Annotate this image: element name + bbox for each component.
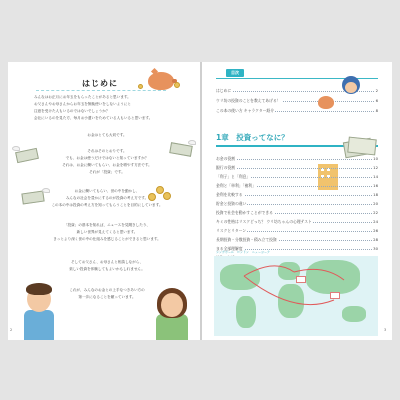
world-map	[214, 256, 378, 336]
text-line: 「投資」の基本を知れば、ニュースを見聞きしたり、	[63, 223, 151, 227]
toc-item-label: リスクとリターン	[216, 228, 247, 233]
toc-item-label: 「利子」と「利息」	[216, 174, 251, 179]
toc-item-label: お金の役割	[216, 156, 235, 161]
route-line	[244, 266, 294, 276]
toc-item[interactable]	[216, 106, 378, 114]
toc-item[interactable]	[216, 226, 378, 234]
toc-item-page: 24	[373, 219, 378, 224]
heading-divider	[36, 90, 166, 91]
coin-icon	[138, 84, 143, 89]
chapter-title: 1章 投資ってなに？	[216, 133, 289, 142]
text-line: 新しい世界が見えてくると思います。	[76, 230, 138, 234]
toc-item-label: 貯金と投資の違い	[216, 201, 247, 206]
toc-item-page: 22	[373, 210, 378, 215]
text-line: 楽しい投資を体験してもよいかもしれません。	[69, 267, 145, 271]
text-line: お金に働いてもらい、世の中を動かし、	[74, 189, 140, 193]
toc-item[interactable]	[216, 199, 378, 207]
toc-item-label: ウリ坊の投資のことを教えてあげる！	[216, 98, 281, 103]
toc-item-label: まる全部理解度	[216, 246, 243, 251]
route-lines	[214, 256, 378, 336]
toc-item-page: 12	[373, 165, 378, 170]
wing-icon	[12, 146, 20, 151]
toc-item-label: 金利と「単利」「複利」	[216, 183, 256, 188]
toc-item-page: 30	[373, 246, 378, 251]
toc-item-page: 8	[375, 108, 378, 113]
right-page	[202, 62, 392, 340]
toc-item-page: 16	[373, 183, 378, 188]
text-line: 注意を受けた人もいるのではないでしょうか？	[34, 109, 110, 113]
toc-item-page: 26	[373, 228, 378, 233]
text-line: この本の中は投資の考え方を知ってもらうことを目的にしています。	[51, 203, 163, 207]
boy-hair	[26, 283, 52, 295]
toc-item[interactable]	[216, 217, 378, 225]
toc-item-page: 20	[373, 201, 378, 206]
intro-paragraph-5	[34, 222, 180, 243]
toc-item-label: この本の使い方 キャラクター紹介	[216, 108, 275, 113]
text-line: それはそのとおりです。	[87, 149, 127, 153]
toc-item[interactable]	[216, 208, 378, 216]
coin-icon	[174, 82, 180, 88]
toc-badge: 目次	[226, 69, 244, 77]
toc-item[interactable]	[216, 96, 378, 104]
text-line: これが、みんなのお金との上手なつきあい方の	[69, 288, 145, 292]
text-line: 会社にいるのを見た方、毎月お小遣いをためている人もいると思います。	[34, 116, 153, 120]
intro-paragraph-1	[34, 94, 180, 122]
toc-item-page: 14	[373, 174, 378, 179]
text-line: みんなはお正月にお年玉をもらったことがあると思います。	[34, 95, 131, 99]
text-line: それは、お金に働いてもらい、お金を増やす方法です。	[62, 163, 152, 167]
map-money-icon	[330, 292, 340, 299]
toc-item[interactable]	[216, 181, 378, 189]
toc-item-label: 長期投資・分散投資・積み立て投資	[216, 237, 277, 242]
toc-item-page: 18	[373, 192, 378, 197]
toc-item[interactable]	[216, 235, 378, 243]
toc-item-page: 28	[373, 237, 378, 242]
banknote	[347, 137, 377, 156]
character-avatar-boy	[342, 76, 360, 94]
girl-face	[161, 293, 183, 317]
text-line: きっとより深く世の中の仕組みを感じることができると思います。	[53, 237, 161, 241]
toc-leader	[216, 168, 378, 169]
text-line: みんなの社会を豊かにするのが投資の考え方です。	[65, 196, 149, 200]
text-line: お金はとても大切です。	[87, 133, 127, 137]
toc-item-label: 投資で社会を動かすことができる	[216, 210, 273, 215]
page-number: 2	[10, 328, 13, 332]
toc-item-label: 金利を比較する	[216, 192, 243, 197]
toc-item[interactable]	[216, 190, 378, 198]
intro-paragraph-3	[34, 148, 180, 176]
map-caption: シンガポール ロンドン ニューヨーク	[216, 250, 270, 254]
boy-shirt	[24, 310, 54, 340]
intro-paragraph-4	[34, 188, 180, 209]
girl-illustration	[150, 284, 194, 340]
toc-item-page: 6	[375, 98, 378, 103]
text-line: お父さんやお母さんからお年玉を無駄使いをしないようにと	[34, 102, 132, 106]
avatar-face	[345, 82, 357, 93]
intro-heading: はじめに	[82, 79, 118, 88]
intro-paragraph-2	[34, 132, 180, 139]
toc-item[interactable]	[216, 172, 378, 180]
toc-item-label: キミの性格はリスクどっち？ ウリ坊ちゃんの心理テスト	[216, 219, 312, 224]
toc-item[interactable]	[216, 154, 378, 162]
toc-item-label: 銀行の役割	[216, 165, 235, 170]
route-line	[244, 276, 334, 305]
intro-paragraph-6	[34, 259, 180, 273]
toc-item-label: はじめに	[216, 88, 232, 93]
text-line: でも、お金は使うだけではないと知っていますか？	[65, 156, 149, 160]
wing-icon	[188, 140, 196, 145]
boy-illustration	[18, 280, 58, 340]
map-money-icon	[296, 276, 306, 283]
banknotes-icon	[344, 136, 374, 156]
text-line: それが「投資」です。	[89, 170, 125, 174]
toc-item-page: 10	[373, 156, 378, 161]
text-line: そしてお父さん、お母さんと相談しながら、	[70, 260, 144, 264]
toc-item[interactable]	[216, 163, 378, 171]
toc-leader	[216, 159, 378, 160]
page-number: 3	[384, 328, 387, 332]
toc-item-page: 2	[375, 88, 378, 93]
piggy-bank-icon	[148, 72, 174, 90]
left-page	[8, 62, 200, 340]
character-avatar-boar	[318, 96, 334, 109]
text-line: 第一歩になることを願っています。	[78, 295, 136, 299]
